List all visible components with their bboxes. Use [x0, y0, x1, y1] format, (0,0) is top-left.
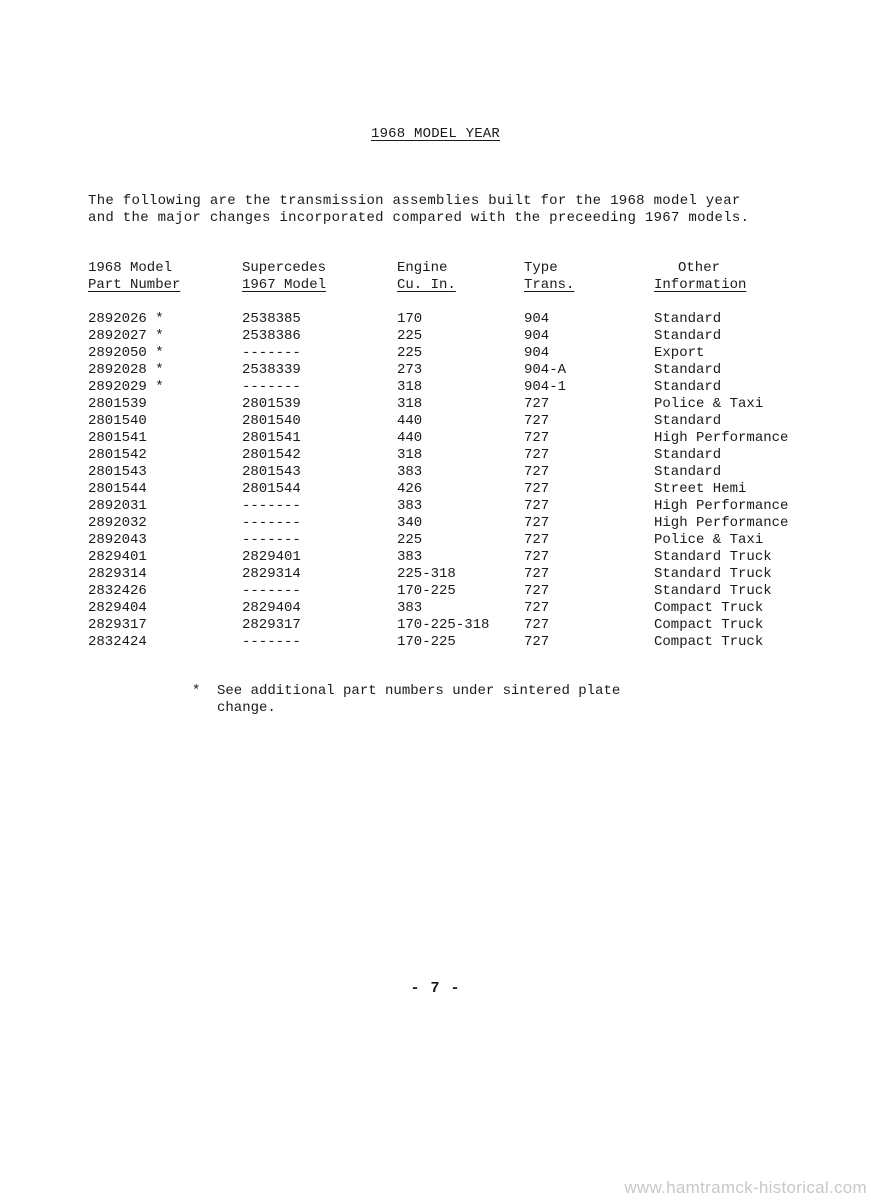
other-info-cell: Standard	[654, 413, 722, 429]
table-row	[0, 362, 871, 379]
other-info-cell: Standard Truck	[654, 583, 772, 599]
engine-cell: 440	[397, 413, 423, 429]
engine-cell: 318	[397, 379, 423, 395]
engine-cell: 426	[397, 481, 423, 497]
table-row	[0, 481, 871, 498]
intro-line: The following are the transmission assemblies built for the 1968 model year	[88, 193, 741, 209]
supercedes-cell: 2829317	[242, 617, 301, 633]
table-row	[0, 600, 871, 617]
type-cell: 727	[524, 532, 550, 548]
table-row	[0, 566, 871, 583]
other-info-cell: Standard Truck	[654, 549, 772, 565]
table-row	[0, 430, 871, 447]
watermark: www.hamtramck-historical.com	[624, 1178, 867, 1197]
part-number-cell: 2801543	[88, 464, 147, 480]
engine-cell: 383	[397, 498, 423, 514]
intro-line: and the major changes incorporated compared with the preceeding 1967 models.	[88, 210, 750, 226]
type-cell: 727	[524, 413, 550, 429]
page-number: - 7 -	[410, 980, 461, 997]
engine-cell: 170-225	[397, 634, 456, 650]
part-number-cell: 2801544	[88, 481, 147, 497]
supercedes-cell: -------	[242, 345, 301, 361]
type-cell: 727	[524, 634, 550, 650]
engine-cell: 318	[397, 396, 423, 412]
header-top: Engine	[397, 260, 448, 276]
supercedes-cell: -------	[242, 379, 301, 395]
other-info-cell: High Performance	[654, 498, 789, 514]
part-number-cell: 2892027 *	[88, 328, 164, 344]
other-info-cell: Street Hemi	[654, 481, 747, 497]
other-info-cell: High Performance	[654, 515, 789, 531]
other-info-cell: Standard	[654, 447, 722, 463]
supercedes-cell: -------	[242, 498, 301, 514]
supercedes-cell: -------	[242, 515, 301, 531]
table-row	[0, 396, 871, 413]
page-title: 1968 MODEL YEAR	[370, 126, 501, 142]
table-row	[0, 583, 871, 600]
supercedes-cell: 2801544	[242, 481, 301, 497]
part-number-cell: 2801542	[88, 447, 147, 463]
table-row	[0, 379, 871, 396]
other-info-cell: Compact Truck	[654, 617, 764, 633]
header-bottom: 1967 Model	[242, 277, 327, 293]
part-number-cell: 2801540	[88, 413, 147, 429]
type-cell: 904	[524, 328, 550, 344]
supercedes-cell: 2538339	[242, 362, 301, 378]
table-row	[0, 413, 871, 430]
engine-cell: 170-225-318	[397, 617, 490, 633]
part-number-cell: 2832424	[88, 634, 147, 650]
other-info-cell: Standard Truck	[654, 566, 772, 582]
supercedes-cell: 2829401	[242, 549, 301, 565]
type-cell: 727	[524, 464, 550, 480]
type-cell: 727	[524, 617, 550, 633]
engine-cell: 340	[397, 515, 423, 531]
type-cell: 727	[524, 566, 550, 582]
intro-paragraph	[88, 193, 788, 227]
header-type	[524, 260, 574, 294]
part-number-cell: 2832426	[88, 583, 147, 599]
header-supercedes	[242, 260, 326, 294]
table-row	[0, 634, 871, 651]
type-cell: 904	[524, 311, 550, 327]
header-top: Supercedes	[242, 260, 327, 276]
other-info-cell: Export	[654, 345, 705, 361]
other-info-cell: Standard	[654, 311, 722, 327]
table-row	[0, 464, 871, 481]
other-info-cell: Standard	[654, 379, 722, 395]
engine-cell: 383	[397, 464, 423, 480]
part-number-cell: 2829317	[88, 617, 147, 633]
supercedes-cell: 2801540	[242, 413, 301, 429]
part-number-cell: 2829404	[88, 600, 147, 616]
supercedes-cell: -------	[242, 532, 301, 548]
table-row	[0, 532, 871, 549]
table-row	[0, 311, 871, 328]
table-row	[0, 498, 871, 515]
supercedes-cell: 2829404	[242, 600, 301, 616]
type-cell: 727	[524, 498, 550, 514]
supercedes-cell: 2801543	[242, 464, 301, 480]
supercedes-cell: -------	[242, 583, 301, 599]
part-number-cell: 2892031	[88, 498, 147, 514]
header-bottom: Part Number	[88, 277, 181, 293]
header-part-number	[88, 260, 180, 294]
header-engine	[397, 260, 456, 294]
engine-cell: 225	[397, 345, 423, 361]
engine-cell: 383	[397, 600, 423, 616]
part-number-cell: 2801539	[88, 396, 147, 412]
supercedes-cell: 2538386	[242, 328, 301, 344]
part-number-cell: 2892028 *	[88, 362, 164, 378]
part-number-cell: 2892032	[88, 515, 147, 531]
header-bottom: Trans.	[524, 277, 575, 293]
supercedes-cell: 2801542	[242, 447, 301, 463]
type-cell: 904-A	[524, 362, 567, 378]
other-info-cell: Compact Truck	[654, 600, 764, 616]
engine-cell: 440	[397, 430, 423, 446]
type-cell: 727	[524, 430, 550, 446]
engine-cell: 318	[397, 447, 423, 463]
header-other	[654, 260, 746, 294]
type-cell: 727	[524, 600, 550, 616]
header-bottom: Information	[654, 277, 747, 293]
header-top: Type	[524, 260, 558, 276]
other-info-cell: Police & Taxi	[654, 532, 764, 548]
part-number-cell: 2892029 *	[88, 379, 164, 395]
footnote-marker: *	[192, 683, 201, 699]
part-number-cell: 2829401	[88, 549, 147, 565]
supercedes-cell: 2829314	[242, 566, 301, 582]
other-info-cell: Standard	[654, 362, 722, 378]
other-info-cell: Standard	[654, 328, 722, 344]
type-cell: 904-1	[524, 379, 567, 395]
table-row	[0, 549, 871, 566]
type-cell: 727	[524, 549, 550, 565]
header-bottom: Cu. In.	[397, 277, 456, 293]
supercedes-cell: -------	[242, 634, 301, 650]
other-info-cell: Police & Taxi	[654, 396, 764, 412]
header-top: 1968 Model	[88, 260, 173, 276]
engine-cell: 170-225	[397, 583, 456, 599]
footnote-text: See additional part numbers under sintered plate change.	[217, 683, 621, 716]
engine-cell: 383	[397, 549, 423, 565]
type-cell: 727	[524, 481, 550, 497]
other-info-cell: Compact Truck	[654, 634, 764, 650]
engine-cell: 225	[397, 532, 423, 548]
type-cell: 904	[524, 345, 550, 361]
supercedes-cell: 2538385	[242, 311, 301, 327]
part-number-cell: 2892043	[88, 532, 147, 548]
transmission-table	[0, 311, 871, 651]
type-cell: 727	[524, 447, 550, 463]
table-row	[0, 328, 871, 345]
type-cell: 727	[524, 515, 550, 531]
header-top: Other	[678, 260, 721, 276]
part-number-cell: 2892026 *	[88, 311, 164, 327]
table-row	[0, 447, 871, 464]
other-info-cell: Standard	[654, 464, 722, 480]
type-cell: 727	[524, 583, 550, 599]
other-info-cell: High Performance	[654, 430, 789, 446]
table-row	[0, 617, 871, 634]
engine-cell: 225	[397, 328, 423, 344]
engine-cell: 273	[397, 362, 423, 378]
table-row	[0, 345, 871, 362]
supercedes-cell: 2801541	[242, 430, 301, 446]
engine-cell: 225-318	[397, 566, 456, 582]
supercedes-cell: 2801539	[242, 396, 301, 412]
part-number-cell: 2829314	[88, 566, 147, 582]
type-cell: 727	[524, 396, 550, 412]
engine-cell: 170	[397, 311, 423, 327]
part-number-cell: 2892050 *	[88, 345, 164, 361]
part-number-cell: 2801541	[88, 430, 147, 446]
table-row	[0, 515, 871, 532]
